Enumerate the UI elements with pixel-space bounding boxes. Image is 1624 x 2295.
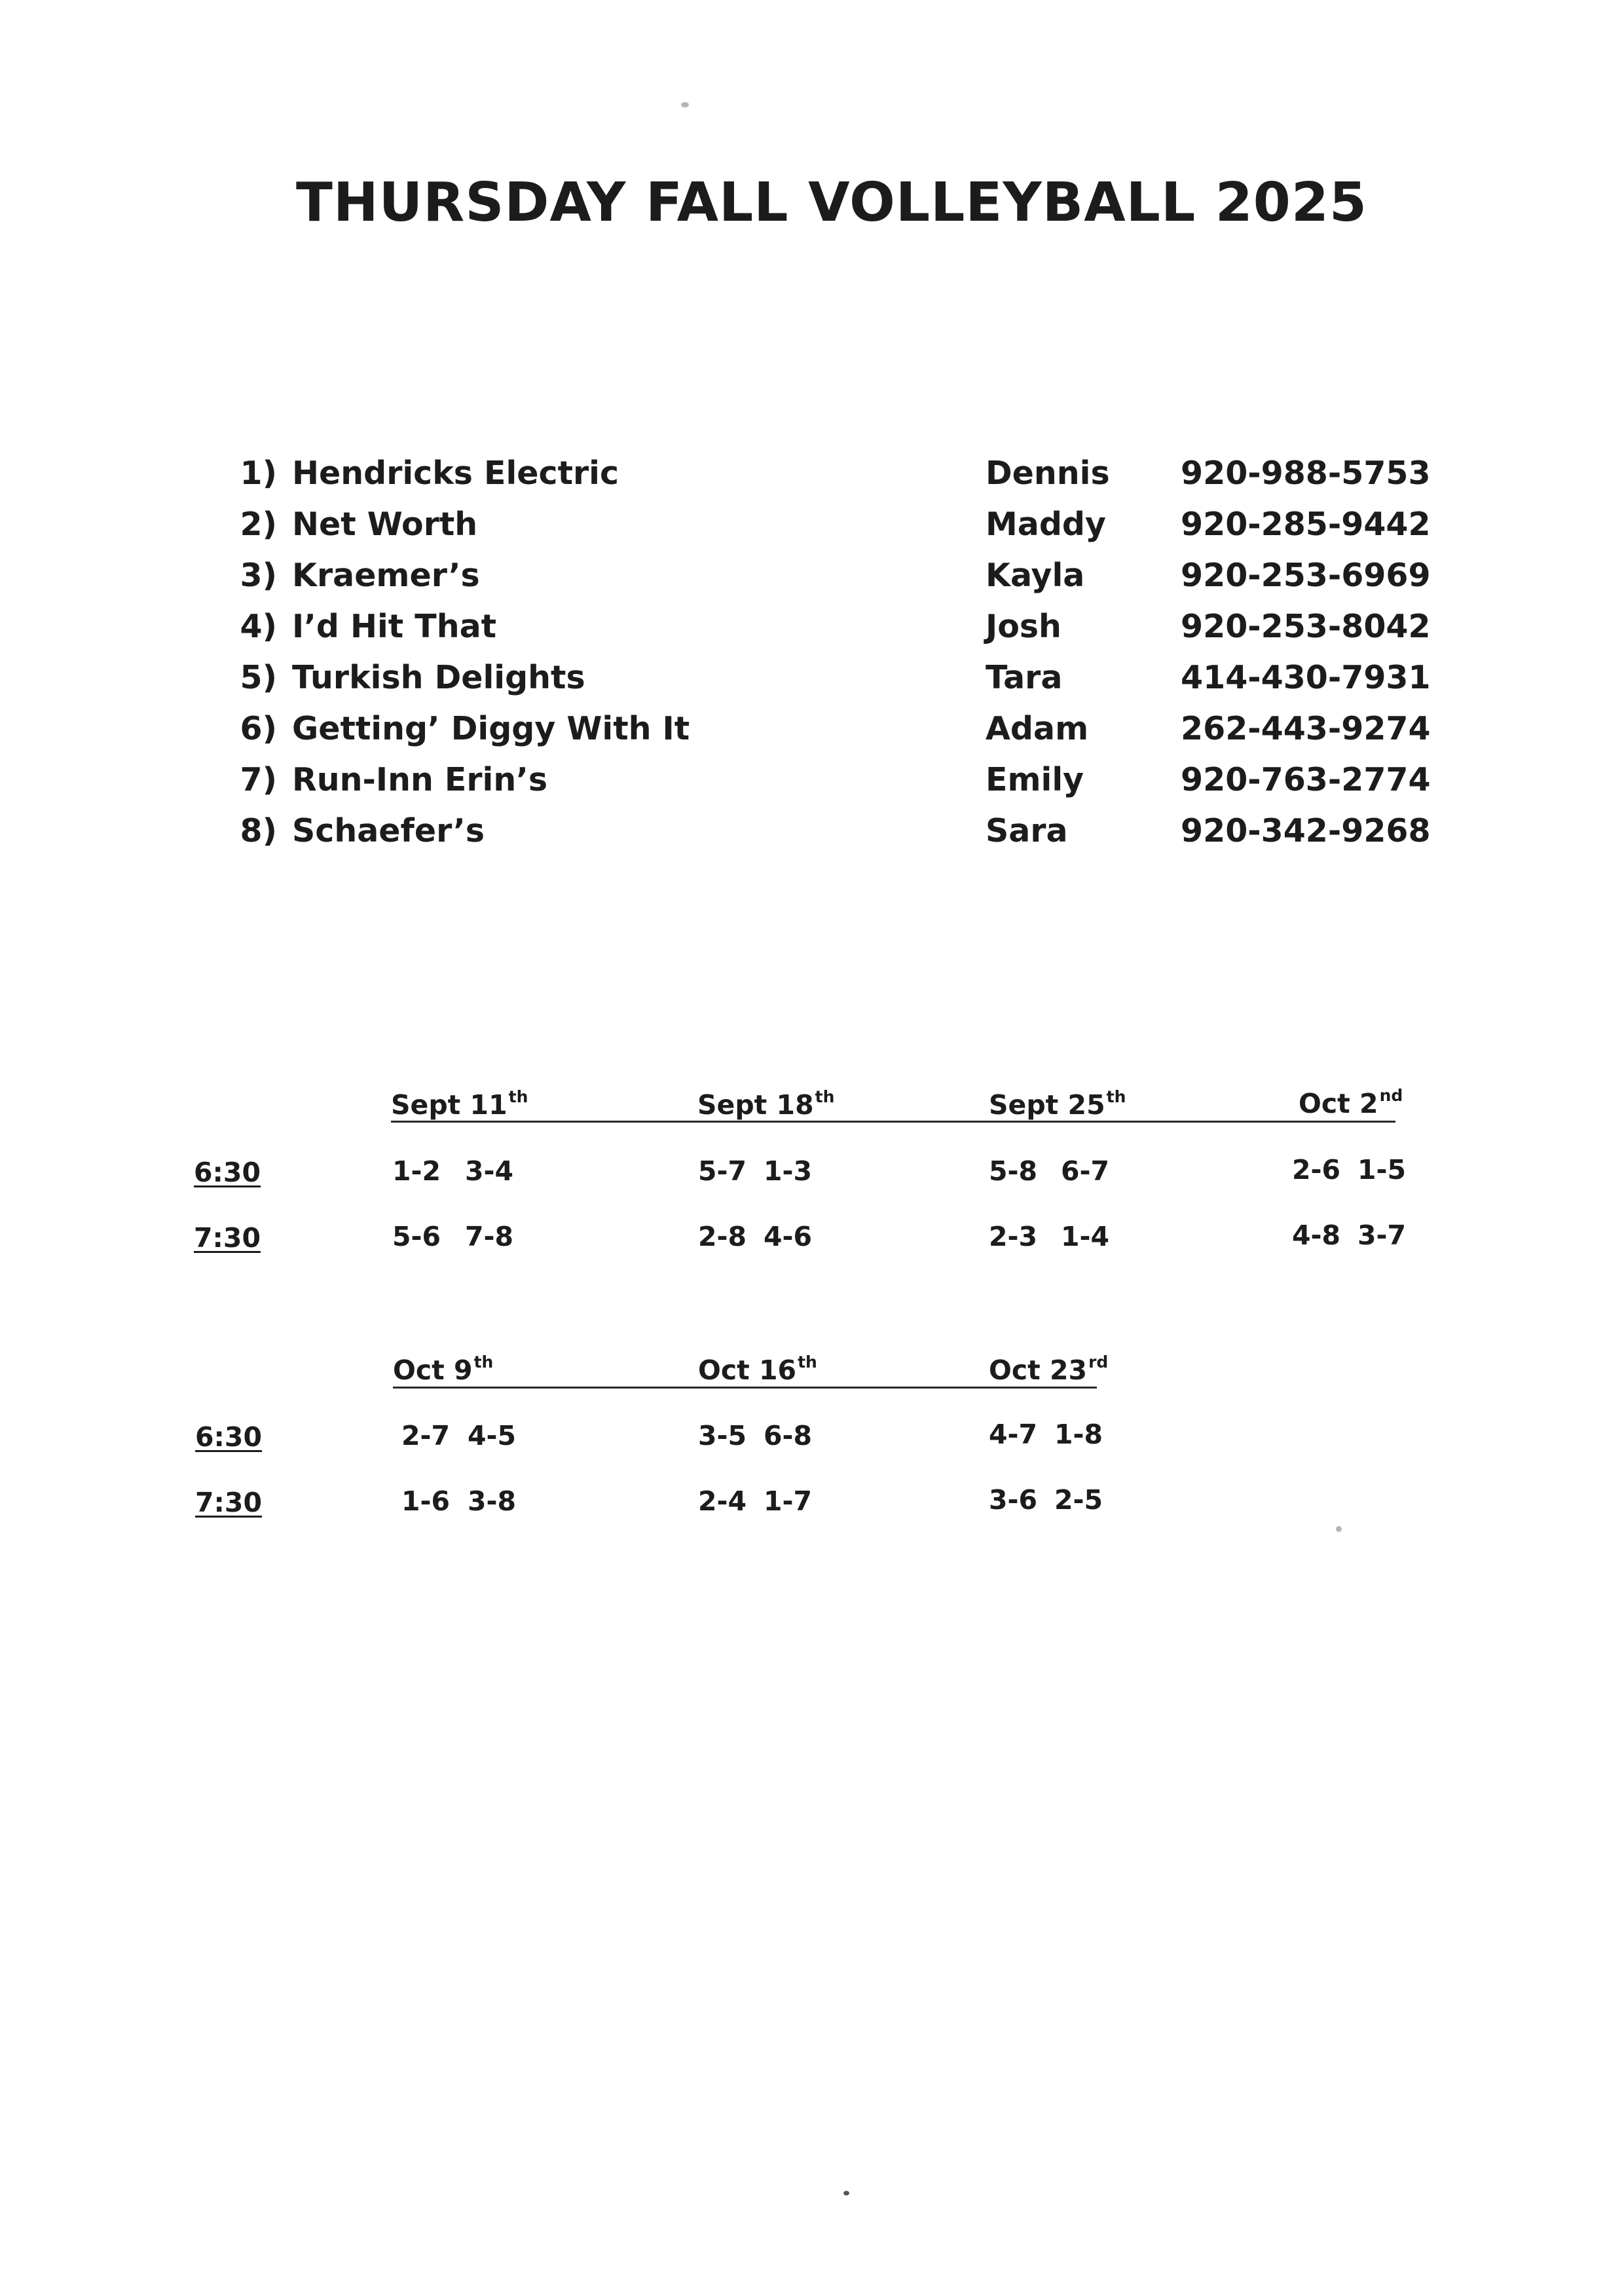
game-pair: 1-7 — [764, 1485, 813, 1517]
game-pair: 1-2 — [392, 1155, 441, 1187]
time-slot: 6:30 — [195, 1421, 262, 1453]
header-rule — [393, 1387, 1097, 1389]
week-header: Sept 11th — [391, 1087, 528, 1121]
game-pair: 3-4 — [465, 1155, 514, 1187]
team-captain: Dennis — [986, 455, 1110, 492]
team-captain: Kayla — [986, 557, 1085, 594]
game-pair: 3-6 — [989, 1484, 1038, 1516]
game-pair: 5-7 — [698, 1155, 747, 1187]
game-pair: 1-4 — [1061, 1221, 1110, 1252]
week-header: Oct 16th — [698, 1353, 817, 1386]
team-captain: Emily — [986, 761, 1084, 798]
team-captain: Adam — [986, 710, 1089, 747]
team-phone: 920-763-2774 — [1181, 761, 1431, 798]
team-phone: 920-253-6969 — [1181, 557, 1431, 594]
time-slot: 6:30 — [194, 1157, 261, 1188]
time-slot: 7:30 — [194, 1222, 261, 1254]
team-number: 3) — [240, 557, 277, 594]
game-pair: 1-6 — [401, 1485, 451, 1517]
scan-speck — [843, 2191, 849, 2195]
team-name: Net Worth — [292, 506, 478, 543]
game-pair: 2-3 — [989, 1221, 1038, 1252]
team-phone: 920-285-9442 — [1181, 506, 1431, 543]
game-pair: 4-8 — [1292, 1220, 1341, 1251]
page-title: THURSDAY FALL VOLLEYBALL 2025 — [296, 172, 1367, 234]
week-header: Oct 9th — [393, 1353, 494, 1386]
game-pair: 5-6 — [392, 1221, 441, 1252]
game-pair: 1-5 — [1357, 1154, 1407, 1185]
team-name: Hendricks Electric — [292, 455, 619, 492]
time-slot: 7:30 — [195, 1487, 262, 1518]
game-pair: 3-7 — [1357, 1220, 1407, 1251]
game-pair: 4-7 — [989, 1419, 1038, 1450]
week-header: Oct 23rd — [989, 1353, 1109, 1386]
header-rule — [391, 1121, 1395, 1123]
game-pair: 4-6 — [764, 1221, 813, 1252]
game-pair: 2-5 — [1054, 1484, 1103, 1516]
game-pair: 7-8 — [465, 1221, 514, 1252]
team-name: Run-Inn Erin’s — [292, 761, 547, 798]
week-header: Sept 25th — [989, 1087, 1126, 1121]
team-number: 6) — [240, 710, 277, 747]
team-captain: Sara — [986, 812, 1068, 849]
team-phone: 920-253-8042 — [1181, 608, 1431, 645]
game-pair: 3-5 — [698, 1420, 747, 1451]
team-number: 4) — [240, 608, 277, 645]
team-name: Getting’ Diggy With It — [292, 710, 690, 747]
game-pair: 5-8 — [989, 1155, 1038, 1187]
game-pair: 1-3 — [764, 1155, 813, 1187]
team-number: 2) — [240, 506, 277, 543]
week-header: Sept 18th — [697, 1087, 835, 1121]
team-name: I’d Hit That — [292, 608, 497, 645]
team-name: Kraemer’s — [292, 557, 480, 594]
game-pair: 2-4 — [698, 1485, 747, 1517]
team-number: 5) — [240, 659, 277, 696]
team-number: 1) — [240, 455, 277, 492]
team-captain: Josh — [986, 608, 1061, 645]
team-phone: 414-430-7931 — [1181, 659, 1431, 696]
team-name: Schaefer’s — [292, 812, 485, 849]
game-pair: 6-8 — [764, 1420, 813, 1451]
game-pair: 6-7 — [1061, 1155, 1110, 1187]
team-phone: 920-988-5753 — [1181, 455, 1431, 492]
team-phone: 262-443-9274 — [1181, 710, 1431, 747]
scan-speck — [681, 102, 689, 107]
team-number: 8) — [240, 812, 277, 849]
game-pair: 2-6 — [1292, 1154, 1341, 1185]
team-captain: Maddy — [986, 506, 1106, 543]
game-pair: 1-8 — [1054, 1419, 1103, 1450]
team-number: 7) — [240, 761, 277, 798]
team-captain: Tara — [986, 659, 1063, 696]
scan-speck — [1336, 1526, 1342, 1532]
game-pair: 2-8 — [698, 1221, 747, 1252]
team-name: Turkish Delights — [292, 659, 585, 696]
week-header: Oct 2nd — [1299, 1086, 1403, 1119]
team-phone: 920-342-9268 — [1181, 812, 1431, 849]
game-pair: 3-8 — [468, 1485, 517, 1517]
game-pair: 2-7 — [401, 1420, 451, 1451]
game-pair: 4-5 — [468, 1420, 517, 1451]
